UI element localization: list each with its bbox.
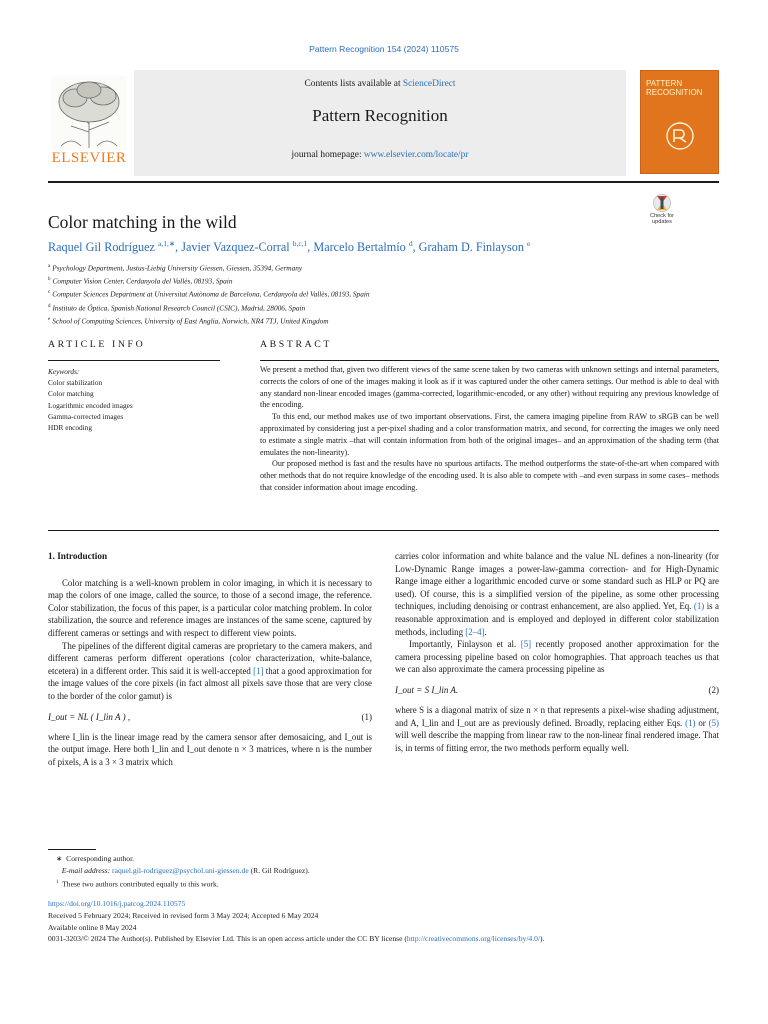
footnote-divider <box>48 849 96 850</box>
license-text: 0031-3203/© 2024 The Author(s). Published by Elsevier Ltd. This is an open access article under the CC BY license ( <box>48 934 407 944</box>
text-run: is a reasonable approximation and is employed and deployed in different color stabilization methods, including <box>395 601 719 637</box>
equation-link[interactable]: (1) <box>685 717 696 728</box>
author-list: Raquel Gil Rodríguez $^{a,1,∗}$, Javier Vazquez-Corral $^{b,c,1}$, Marcelo Bertalmío $^d$, Graham D. Finlayson $^e$ <box>48 239 531 255</box>
keyword: Logarithmic encoded images <box>48 400 133 410</box>
text-run: The pipelines of the different digital cameras are proprietary to the camera makers, and different cameras perform different operations (color characterization, white-balance, etcetera) in a different order. This said it is well-accepted <box>48 640 372 676</box>
equation-body: I_out = NL ( I_lin A ) , <box>48 711 131 722</box>
body-paragraph <box>395 704 719 754</box>
abstract-bottom-divider <box>48 530 719 531</box>
elsevier-logo[interactable] <box>48 70 130 168</box>
citation-link[interactable]: [1] <box>253 665 264 676</box>
text-run: . <box>484 626 487 637</box>
footnote-text: These two authors contributed equally to this work. <box>62 879 219 889</box>
affiliation-item <box>48 314 688 327</box>
abstract-paragraph: Our proposed method is fast and the results have no spurious artifacts. The method outperforms the state-of-the-art when compared with other methods that do not require knowledge of the encoding used. It is also able to compete with –and even surpass in some cases– methods that consider information about image encoding. <box>260 459 719 492</box>
keywords-block <box>48 366 220 433</box>
publication-info <box>48 898 738 945</box>
license-link[interactable]: http://creativecommons.org/licenses/by/4.0/ <box>406 934 541 944</box>
author-marks[interactable]: e <box>526 239 531 248</box>
body-column-right <box>395 550 719 754</box>
journal-cover-thumbnail[interactable] <box>640 70 719 174</box>
keywords-label: Keywords: <box>48 367 80 376</box>
text-run: where S is a diagonal matrix of size n × n that represents a pixel-wise shading adjustment, and A, I_lin and I_out are as previously defined. Broadly, replacing either Eqs. <box>395 704 719 728</box>
footnotes <box>48 853 719 890</box>
journal-homepage-link[interactable]: www.elsevier.com/locate/pr <box>363 150 469 160</box>
text-run: or <box>695 717 709 728</box>
text-run: that a good approximation for the image values of the core pixels (in fact almost all pixels save those that are very close to the border of the color gamut) is <box>48 665 372 701</box>
crossmark-icon <box>645 193 679 213</box>
equation-body: I_out = S I_lin A. <box>395 684 459 695</box>
check-for-updates-badge[interactable] <box>645 193 679 229</box>
body-paragraph: Color matching is a well-known problem in color imaging, in which it is necessary to map the colors of one image, called the source, to those of a second image, the reference. Color stabilization, the focus of this paper, is a particular color matching problem. In color stabilization, the source and reference images are instances of the same scene, captured by different cameras or settings and with respect to different view points. <box>48 577 372 638</box>
equation-number: (1) <box>361 711 372 722</box>
author-name[interactable]: Javier Vazquez-Corral <box>181 240 290 255</box>
body-paragraph <box>395 638 719 676</box>
affiliation-mark: a <box>48 264 51 269</box>
equation-1 <box>48 703 372 731</box>
cover-emblem-icon <box>665 121 695 151</box>
affiliation-text: Computer Sciences Department at Universitat Autònoma de Barcelona, Cerdanyola del Vallès, 08193, Spain <box>52 289 370 299</box>
citation-link[interactable]: [2–4] <box>465 626 485 637</box>
check-for-updates-label: Check for updates <box>650 213 674 225</box>
journal-citation-link[interactable]: Pattern Recognition 154 (2024) 110575 <box>309 44 459 54</box>
affiliation-text: Instituto de Óptica, Spanish National Research Council (CSIC), Madrid, 28006, Spain <box>52 303 306 313</box>
affiliation-mark: d <box>48 303 51 309</box>
homepage-line <box>134 150 626 160</box>
masthead-divider <box>48 181 719 183</box>
body-column-left <box>48 550 372 768</box>
contents-prefix: Contents lists available at <box>304 79 403 89</box>
affiliation-list <box>48 261 688 327</box>
keyword: Color matching <box>48 389 94 399</box>
text-run: carries color information and white balance and the value NL defines a non-linearity (for Low-Dynamic Range images a power-law-gamma correction- and for High-Dynamic Range image either a logarithmic encoded curve or some standard such as HLP or PQ are used). Of course, this is a simplified version of the pipeline, as some other processing techniques, including denoising or contrast enhancement, are also applied. Yet, Eq. <box>395 551 719 612</box>
contents-line <box>134 79 626 89</box>
affiliation-text: Psychology Department, Justus-Liebig University Giessen, Giessen, 35394, Germany <box>52 263 303 273</box>
abstract-heading: ABSTRACT <box>260 339 332 350</box>
text-run: Importantly, Finlayson et al. <box>409 639 521 650</box>
elsevier-tree-icon <box>51 76 127 150</box>
footnote-text: Corresponding author. <box>66 854 135 863</box>
affiliation-item <box>48 274 688 287</box>
journal-masthead <box>48 70 719 176</box>
abstract-paragraph: We present a method that, given two different views of the same scene taken by two cameras with unknown settings and internal parameters, corrects the colors of one of the images making it look as if it was captured under the other camera settings. Our method is able to deal with any standard non-linear encoded images (gamma-corrected, logarithmic-encoded, or any other) without requiring any previous knowledge of the encoding. <box>260 365 719 410</box>
section-heading: 1. Introduction <box>48 551 108 561</box>
citation-link[interactable]: [5] <box>520 639 532 650</box>
abstract-body <box>260 364 719 494</box>
article-title: Color matching in the wild <box>48 212 237 232</box>
elsevier-wordmark: ELSEVIER <box>51 150 127 166</box>
keyword: HDR encoding <box>48 423 92 433</box>
doi-link[interactable]: https://doi.org/10.1016/j.patcog.2024.110575 <box>48 899 186 908</box>
article-info-divider <box>48 360 220 361</box>
body-paragraph <box>48 640 372 703</box>
author-name[interactable]: Raquel Gil Rodríguez <box>48 240 155 255</box>
equation-link[interactable]: (5) <box>708 717 719 728</box>
footnote-email <box>48 865 719 877</box>
equation-link[interactable]: (1) <box>693 601 705 612</box>
author-marks[interactable]: b,c,1 <box>292 239 308 248</box>
author-marks[interactable]: d <box>408 239 413 248</box>
text-run: will well describe the mapping from linear raw to the non-linear final rendered image. That is, in terms of fitting error, the two methods perform equally well. <box>395 730 719 753</box>
affiliation-mark: c <box>48 290 51 296</box>
affiliation-text: Computer Vision Center, Cerdanyola del Vallès, 08193, Spain <box>52 276 233 286</box>
license-text: ). <box>540 934 545 944</box>
affiliation-item <box>48 261 688 274</box>
article-history: Received 5 February 2024; Received in revised form 3 May 2024; Accepted 6 May 2024 <box>48 910 319 920</box>
affiliation-text: School of Computing Sciences, University of East Anglia, Norwich, NR4 7TJ, United Kingdom <box>52 316 329 326</box>
journal-name[interactable]: Pattern Recognition <box>312 106 448 125</box>
email-label: E-mail address: <box>61 865 113 875</box>
affiliation-mark: e <box>48 316 51 322</box>
homepage-prefix: journal homepage: <box>291 150 364 160</box>
abstract-divider <box>260 360 719 361</box>
footnote-corresponding: ∗ Corresponding author. <box>56 854 135 863</box>
author-name[interactable]: Graham D. Finlayson <box>418 240 524 255</box>
cover-title: PATTERN RECOGNITION <box>646 79 703 97</box>
body-paragraph <box>395 550 719 638</box>
affiliation-item <box>48 287 688 300</box>
affiliation-item <box>48 301 688 314</box>
keyword: Gamma-corrected images <box>48 411 124 421</box>
author-name[interactable]: Marcelo Bertalmío <box>313 240 406 255</box>
affiliation-mark: b <box>48 277 51 283</box>
available-online: Available online 8 May 2024 <box>48 922 137 932</box>
footnote-text: (R. Gil Rodríguez). <box>248 865 310 875</box>
masthead-panel <box>134 70 626 176</box>
text-run: recently proposed another approximation for the camera processing pipeline based on color homographies. That approach teaches us that we can also approximate the camera processing pipeline as <box>395 639 719 675</box>
article-info-heading: ARTICLE INFO <box>48 339 146 350</box>
sciencedirect-link[interactable]: ScienceDirect <box>402 79 456 89</box>
equation-number: (2) <box>708 684 719 695</box>
footnote-equal-contribution: $^1$ These two authors contributed equally to this work. <box>56 879 219 889</box>
author-marks[interactable]: a,1,∗ <box>158 239 176 248</box>
abstract-paragraph: To this end, our method makes use of two important observations. First, the camera imaging pipeline from RAW to sRGB can be well approximated by considering just a per-pixel shading and a color transformation matrix, and second, for correcting the images we only need to estimate a single matrix –that will contain information from both of the original images– and an approximation of the shading term (that emulates the non-linearity). <box>260 412 719 457</box>
body-paragraph: where I_lin is the linear image read by the camera sensor after demosaicing, and I_out is the output image. Here both I_lin and I_out denote n × 3 matrices, where n is the number of pixels, A is a 3 × 3 matrix which <box>48 731 372 767</box>
author-email-link[interactable]: raquel.gil-rodriguez@psychol.uni-giessen.de <box>112 865 249 875</box>
keyword: Color stabilization <box>48 378 103 388</box>
equation-2 <box>395 676 719 704</box>
license-line <box>48 933 738 945</box>
